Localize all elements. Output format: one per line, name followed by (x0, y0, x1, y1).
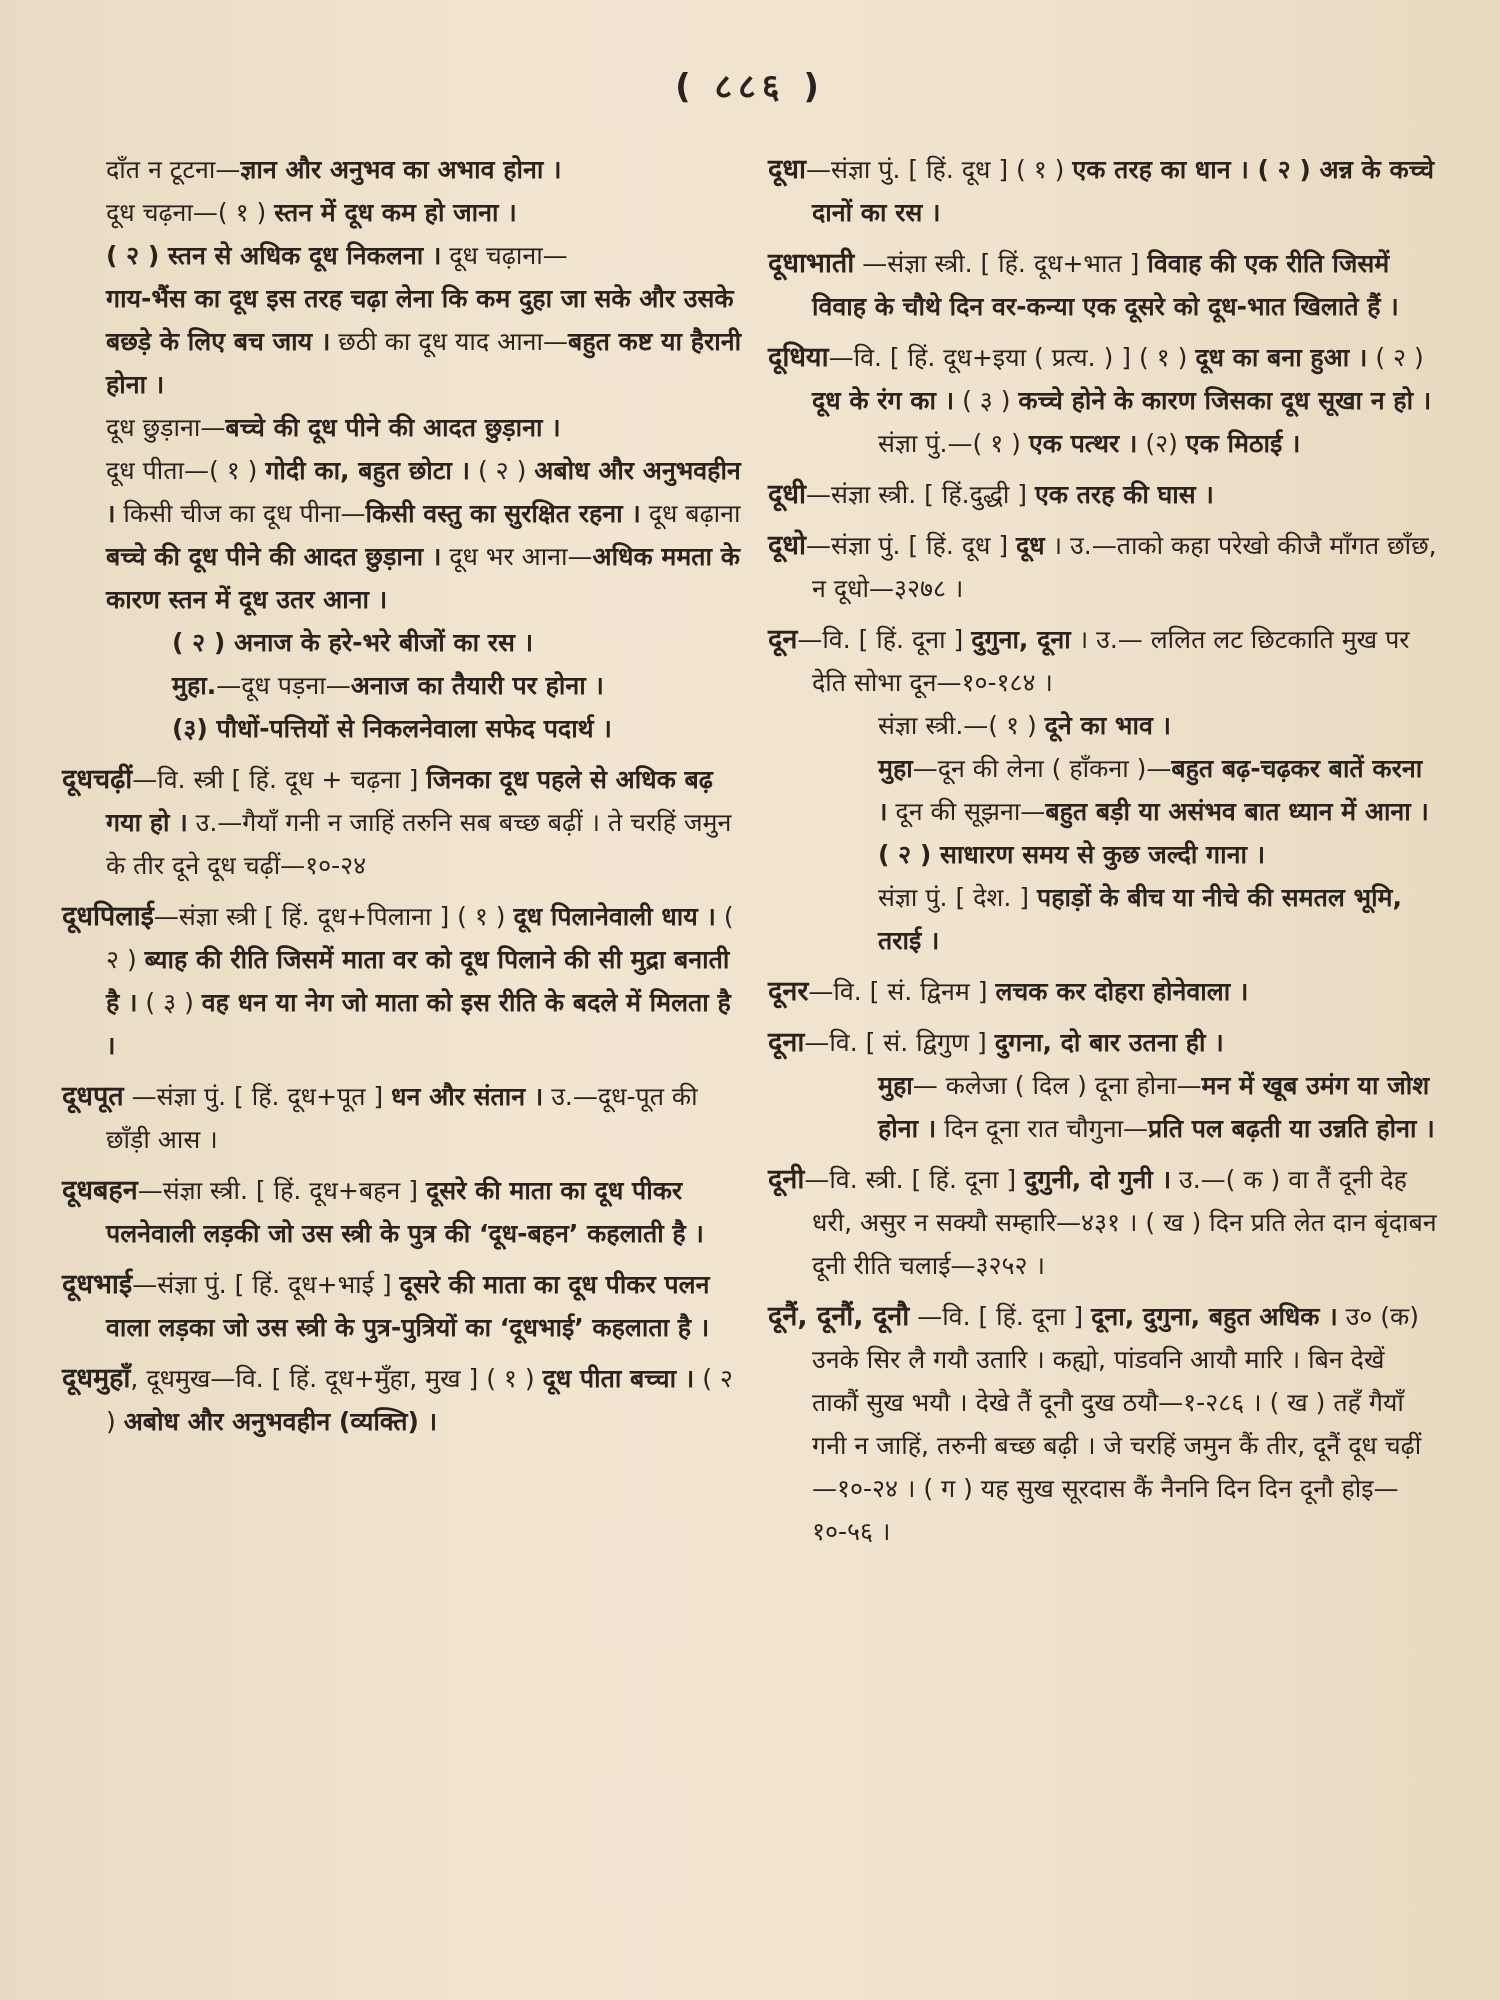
entry-line (62, 758, 742, 887)
entry-text: —संज्ञा स्त्री [ हिं. दूध+पिलाना ] ( १ ) (153, 902, 514, 931)
entry-text: उ.—( क ) वा तैं दूनी देह धरी, असुर न सक्यौ सम्हारि—४३१ । ( ख ) दिन प्रति लेत दान बृंदाबन दूनी रीति चलाई—३२५२ । (812, 1165, 1437, 1280)
entry-line (62, 1263, 742, 1349)
definition-text: दूध (1016, 531, 1045, 560)
headword: दूधपिलाई (62, 901, 154, 932)
entry-line (62, 621, 742, 664)
definition-text: दूसरे की माता का दूध पीकर पलनेवाली लड़की जो उस स्त्री के पुत्र की ‘दूध-बहन’ कहलाती है । (106, 1176, 704, 1248)
entry-line (62, 191, 742, 234)
entry-text: ( २ ) (106, 902, 734, 974)
dictionary-entry (62, 758, 742, 887)
definition-text: कच्चे होने के कारण जिसका दूध सूखा न हो । (1018, 386, 1432, 415)
entry-text: दूध भर आना— (441, 542, 593, 571)
entry-text: ( २ ) (106, 1364, 733, 1436)
entry-line (768, 970, 1438, 1013)
definition-text: दूने का भाव । (1044, 711, 1172, 740)
entry-text: ( ३ ) (137, 988, 202, 1017)
headword: दूनर (768, 976, 809, 1007)
definition-text: मुहा (878, 754, 913, 783)
entry-line (62, 1075, 742, 1161)
entry-text: —वि. [ सं. द्विगुण ] (804, 1028, 995, 1057)
dictionary-entry (62, 1169, 742, 1255)
definition-text: एक तरह की घास । (1034, 480, 1214, 509)
definition-text: अधिक ममता के कारण स्तन में दूध उतर आना । (106, 542, 740, 614)
headword: दूधा (768, 154, 806, 185)
entry-line (768, 1158, 1438, 1287)
definition-text: दुगुना, दूना (971, 625, 1071, 654)
entry-text: —संज्ञा पुं. [ हिं. दूध ] (805, 531, 1017, 560)
entry-text: । उ.—ताको कहा परेखो कीजै माँगत छाँछ, न दूधो—३२७८ । (812, 531, 1437, 603)
definition-text: ( २ ) (1248, 155, 1320, 184)
entry-text: दूध बढ़ाना (640, 499, 741, 528)
definition-text: अन्न के कच्चे दानों का रस । (812, 155, 1434, 227)
entry-line (62, 148, 742, 191)
dictionary-entry (62, 1263, 742, 1349)
entry-text: —संज्ञा पुं. [ हिं. दूध+भाई ] (132, 1270, 400, 1299)
dictionary-entry (768, 242, 1438, 328)
definition-text: ( २ ) स्तन से अधिक दूध निकलना । (106, 241, 442, 270)
dictionary-entry (62, 1075, 742, 1161)
dictionary-entry (768, 473, 1438, 516)
entry-line (768, 473, 1438, 516)
dictionary-entry (62, 1357, 742, 1443)
entry-text: —वि. स्त्री [ हिं. दूध + चढ़ना ] (132, 765, 427, 794)
definition-text: मन में खूब उमंग या जोश होना । (878, 1071, 1430, 1143)
definition-text: बहुत बढ़-चढ़कर बातें करना । (878, 754, 1423, 826)
entry-text: ( २ ) (470, 456, 535, 485)
entry-line (62, 449, 742, 621)
entry-line (768, 833, 1438, 876)
headword: दूधभाई (62, 1269, 133, 1300)
definition-text: गोदी का, बहुत छोटा । (265, 456, 470, 485)
entry-text: —संज्ञा स्त्री. [ हिं. दूध+बहन ] (137, 1176, 426, 1205)
entry-text: संज्ञा पुं. [ देश. ] (878, 883, 1038, 912)
headword: दूधिया (768, 342, 829, 373)
dictionary-entry (62, 895, 742, 1067)
definition-text: दूना, दुगुना, बहुत अधिक । (1091, 1302, 1338, 1331)
left-column (62, 148, 742, 1451)
definition-text: लचक कर दोहरा होनेवाला । (995, 977, 1249, 1006)
definition-text: विवाह की एक रीति जिसमें विवाह के चौथे दिन वर-कन्या एक दूसरे को दूध-भात खिलाते हैं । (812, 249, 1399, 321)
entry-text: —संज्ञा स्त्री. [ हिं. दूध+भात ] (854, 249, 1148, 278)
definition-text: बच्चे की दूध पीने की आदत छुड़ाना । (225, 413, 561, 442)
entry-line (768, 876, 1438, 962)
entry-text: किसी चीज का दूध पीना— (115, 499, 366, 528)
definition-text: मुहा. (172, 671, 217, 700)
dictionary-entry (768, 618, 1438, 962)
definition-text: पहाड़ों के बीच या नीचे की समतल भूमि, तराई । (878, 883, 1402, 955)
right-column (768, 148, 1438, 1561)
definition-text: प्रति पल बढ़ती या उन्नति होना । (1148, 1114, 1435, 1143)
entry-text: —संज्ञा स्त्री. [ हिं.दुद्धी ] (805, 480, 1035, 509)
entry-text: दिन दूना रात चौगुना— (936, 1114, 1149, 1143)
definition-text: किसी वस्तु का सुरक्षित रहना । (365, 499, 641, 528)
headword: दूना (768, 1027, 805, 1058)
entry-line (62, 707, 742, 750)
headword: दूधी (768, 479, 806, 510)
entry-text: —संज्ञा पुं. [ हिं. दूध ] ( १ ) (805, 155, 1073, 184)
entry-text: । उ.— ललित लट छिटकाति मुख पर देति सोभा दून—१०-१८४ । (812, 625, 1410, 697)
entry-text: —वि. [ हिं. दूध+इया ( प्रत्य. ) ] ( १ ) (828, 343, 1196, 372)
entry-text: दूध चढ़ना—( १ ) (106, 198, 275, 227)
definition-text: वह धन या नेग जो माता को इस रीति के बदले में मिलता है । (106, 988, 731, 1060)
entry-text: , दूधमुख—वि. [ हिं. दूध+मुँहा, मुख ] ( १ ) (130, 1364, 543, 1393)
entry-text: दूध छुड़ाना— (106, 413, 226, 442)
definition-text: ( २ ) साधारण समय से कुछ जल्दी गाना । (878, 840, 1266, 869)
entry-line (768, 618, 1438, 704)
headword: दूधो (768, 530, 806, 561)
definition-text: अबोध और अनुभवहीन । (106, 456, 741, 528)
entry-text: उ० (क) उनके सिर लै गयौ उतारि । कह्यो, पांडवनि आयौ मारि । बिन देखें ताकौं सुख भयौ । देखे तैं दूनौ दुख ठयौ—१-२८६ । ( ख ) तहँ गैयाँ गनी न जाहिं, तरुनी बच्छ बढ़ी । जे चरहिं जमुन कैं तीर, दूनैं दूध चढ़ीं—१०-२४ । ( ग ) यह सुख सूरदास कैं नैननि दिन दिन दूनौ होइ—१०-५६ । (812, 1302, 1422, 1546)
definition-text: दूध पिलानेवाली धाय । (513, 902, 716, 931)
entry-text: संज्ञा स्त्री.—( १ ) (878, 711, 1045, 740)
definition-text: दुगुनी, दो गुनी । (1024, 1165, 1172, 1194)
headword: दूधाभाती (768, 248, 855, 279)
definition-text: ब्याह की रीति जिसमें माता वर को दूध पिलाने की सी मुद्रा बनाती है । (106, 945, 730, 1017)
headword: दूनी (768, 1164, 805, 1195)
entry-text: दूध चढ़ाना— (441, 241, 568, 270)
entry-text: (२) (1137, 429, 1186, 458)
definition-text: दूध के रंग का । (812, 386, 955, 415)
dictionary-entry (768, 1021, 1438, 1150)
entry-line (768, 1295, 1438, 1553)
definition-text: दूसरे की माता का दूध पीकर पलन वाला लड़का जो उस स्त्री के पुत्र-पुत्रियों का ‘दूधभाई’ कहलाता है । (106, 1270, 710, 1342)
definition-text: दुगना, दो बार उतना ही । (994, 1028, 1224, 1057)
definition-text: ( २ ) अनाज के हरे-भरे बीजों का रस । (172, 628, 534, 657)
entry-text: उ.—गैयाँ गनी न जाहिं तरुनि सब बच्छ बढ़ीं । ते चरहिं जमुन के तीर दूने दूध चढ़ीं—१०-२४ (106, 808, 732, 880)
entry-line (768, 704, 1438, 747)
definition-text: अनाज का तैयारी पर होना । (350, 671, 604, 700)
definition-text: मुहा (878, 1071, 913, 1100)
definition-text: ज्ञान और अनुभव का अभाव होना । (240, 155, 562, 184)
headword: दूधमुहाँ (62, 1363, 131, 1394)
entry-line (768, 524, 1438, 610)
entry-line (62, 1357, 742, 1443)
entry-line (768, 148, 1438, 234)
entry-text: — कलेजा ( दिल ) दूना होना— (912, 1071, 1202, 1100)
definition-text: दूध पीता बच्चा । (542, 1364, 695, 1393)
entry-line (62, 664, 742, 707)
headword: दूधचढ़ीं (62, 764, 133, 795)
definition-text: दूध का बना हुआ । (1195, 343, 1368, 372)
entry-text: दून की सूझना— (887, 797, 1046, 826)
dictionary-entry (768, 524, 1438, 610)
entry-text: संज्ञा पुं.—( १ ) (878, 429, 1029, 458)
entry-text: —दून की लेना ( हाँकना )— (912, 754, 1172, 783)
definition-text: अबोध और अनुभवहीन (व्यक्ति) । (123, 1407, 438, 1436)
entry-line (768, 1021, 1438, 1064)
definition-text: बहुत बड़ी या असंभव बात ध्यान में आना । (1045, 797, 1429, 826)
entry-text: —दूध पड़ना— (216, 671, 351, 700)
dictionary-entry (768, 1158, 1438, 1287)
dictionary-entry (768, 336, 1438, 465)
entry-text: ( ३ ) (954, 386, 1019, 415)
definition-text: जिनका दूध पहले से अधिक बढ़ गया हो । (106, 765, 713, 837)
entry-text: दूध पीता—( १ ) (106, 456, 266, 485)
entry-text: ( २ ) (1367, 343, 1424, 372)
entry-line (62, 895, 742, 1067)
entry-line (768, 1064, 1438, 1150)
definition-text: बच्चे की दूध पीने की आदत छुड़ाना । (106, 542, 442, 571)
definition-text: धन और संतान । (391, 1082, 544, 1111)
headword: दूधपूत (62, 1081, 124, 1112)
entry-line (768, 422, 1438, 465)
definition-text: बहुत कष्ट या हैरानी होना । (106, 327, 742, 399)
entry-text: —संज्ञा पुं. [ हिं. दूध+पूत ] (123, 1082, 392, 1111)
dictionary-entry (768, 1295, 1438, 1553)
definition-text: एक मिठाई । (1185, 429, 1301, 458)
definition-text: एक तरह का धान । (1072, 155, 1249, 184)
definition-text: गाय-भैंस का दूध इस तरह चढ़ा लेना कि कम दुहा जा सके और उसके बछड़े के लिए बच जाय । (106, 284, 734, 356)
entry-line (62, 406, 742, 449)
entry-text: दाँत न टूटना— (106, 155, 241, 184)
definition-text: एक पत्थर । (1028, 429, 1138, 458)
headword: दूधबहन (62, 1175, 138, 1206)
headword: दूनैं, दूनौं, दूनौ (768, 1301, 910, 1332)
entry-text: —वि. स्त्री. [ हिं. दूना ] (804, 1165, 1025, 1194)
page-number: ( ८८६ ) (675, 67, 825, 107)
entry-line (62, 1169, 742, 1255)
entry-line (62, 234, 742, 277)
entry-line (768, 242, 1438, 328)
dictionary-entry (768, 970, 1438, 1013)
entry-text: छठी का दूध याद आना— (330, 327, 569, 356)
entry-text: —वि. [ हिं. दूना ] (909, 1302, 1092, 1331)
dictionary-entry (62, 148, 742, 750)
entry-text: उ.—दूध-पूत की छाँड़ी आस । (106, 1082, 698, 1154)
entry-line (62, 277, 742, 406)
dictionary-entry (768, 148, 1438, 234)
headword: दून (768, 624, 798, 655)
entry-text: —वि. [ हिं. दूना ] (797, 625, 972, 654)
definition-text: स्तन में दूध कम हो जाना । (274, 198, 517, 227)
definition-text: (३) पौधों-पत्तियों से निकलनेवाला सफेद पदार्थ । (172, 714, 612, 743)
entry-text: —वि. [ सं. द्विनम ] (808, 977, 996, 1006)
entry-line (768, 336, 1438, 422)
entry-line (768, 747, 1438, 833)
